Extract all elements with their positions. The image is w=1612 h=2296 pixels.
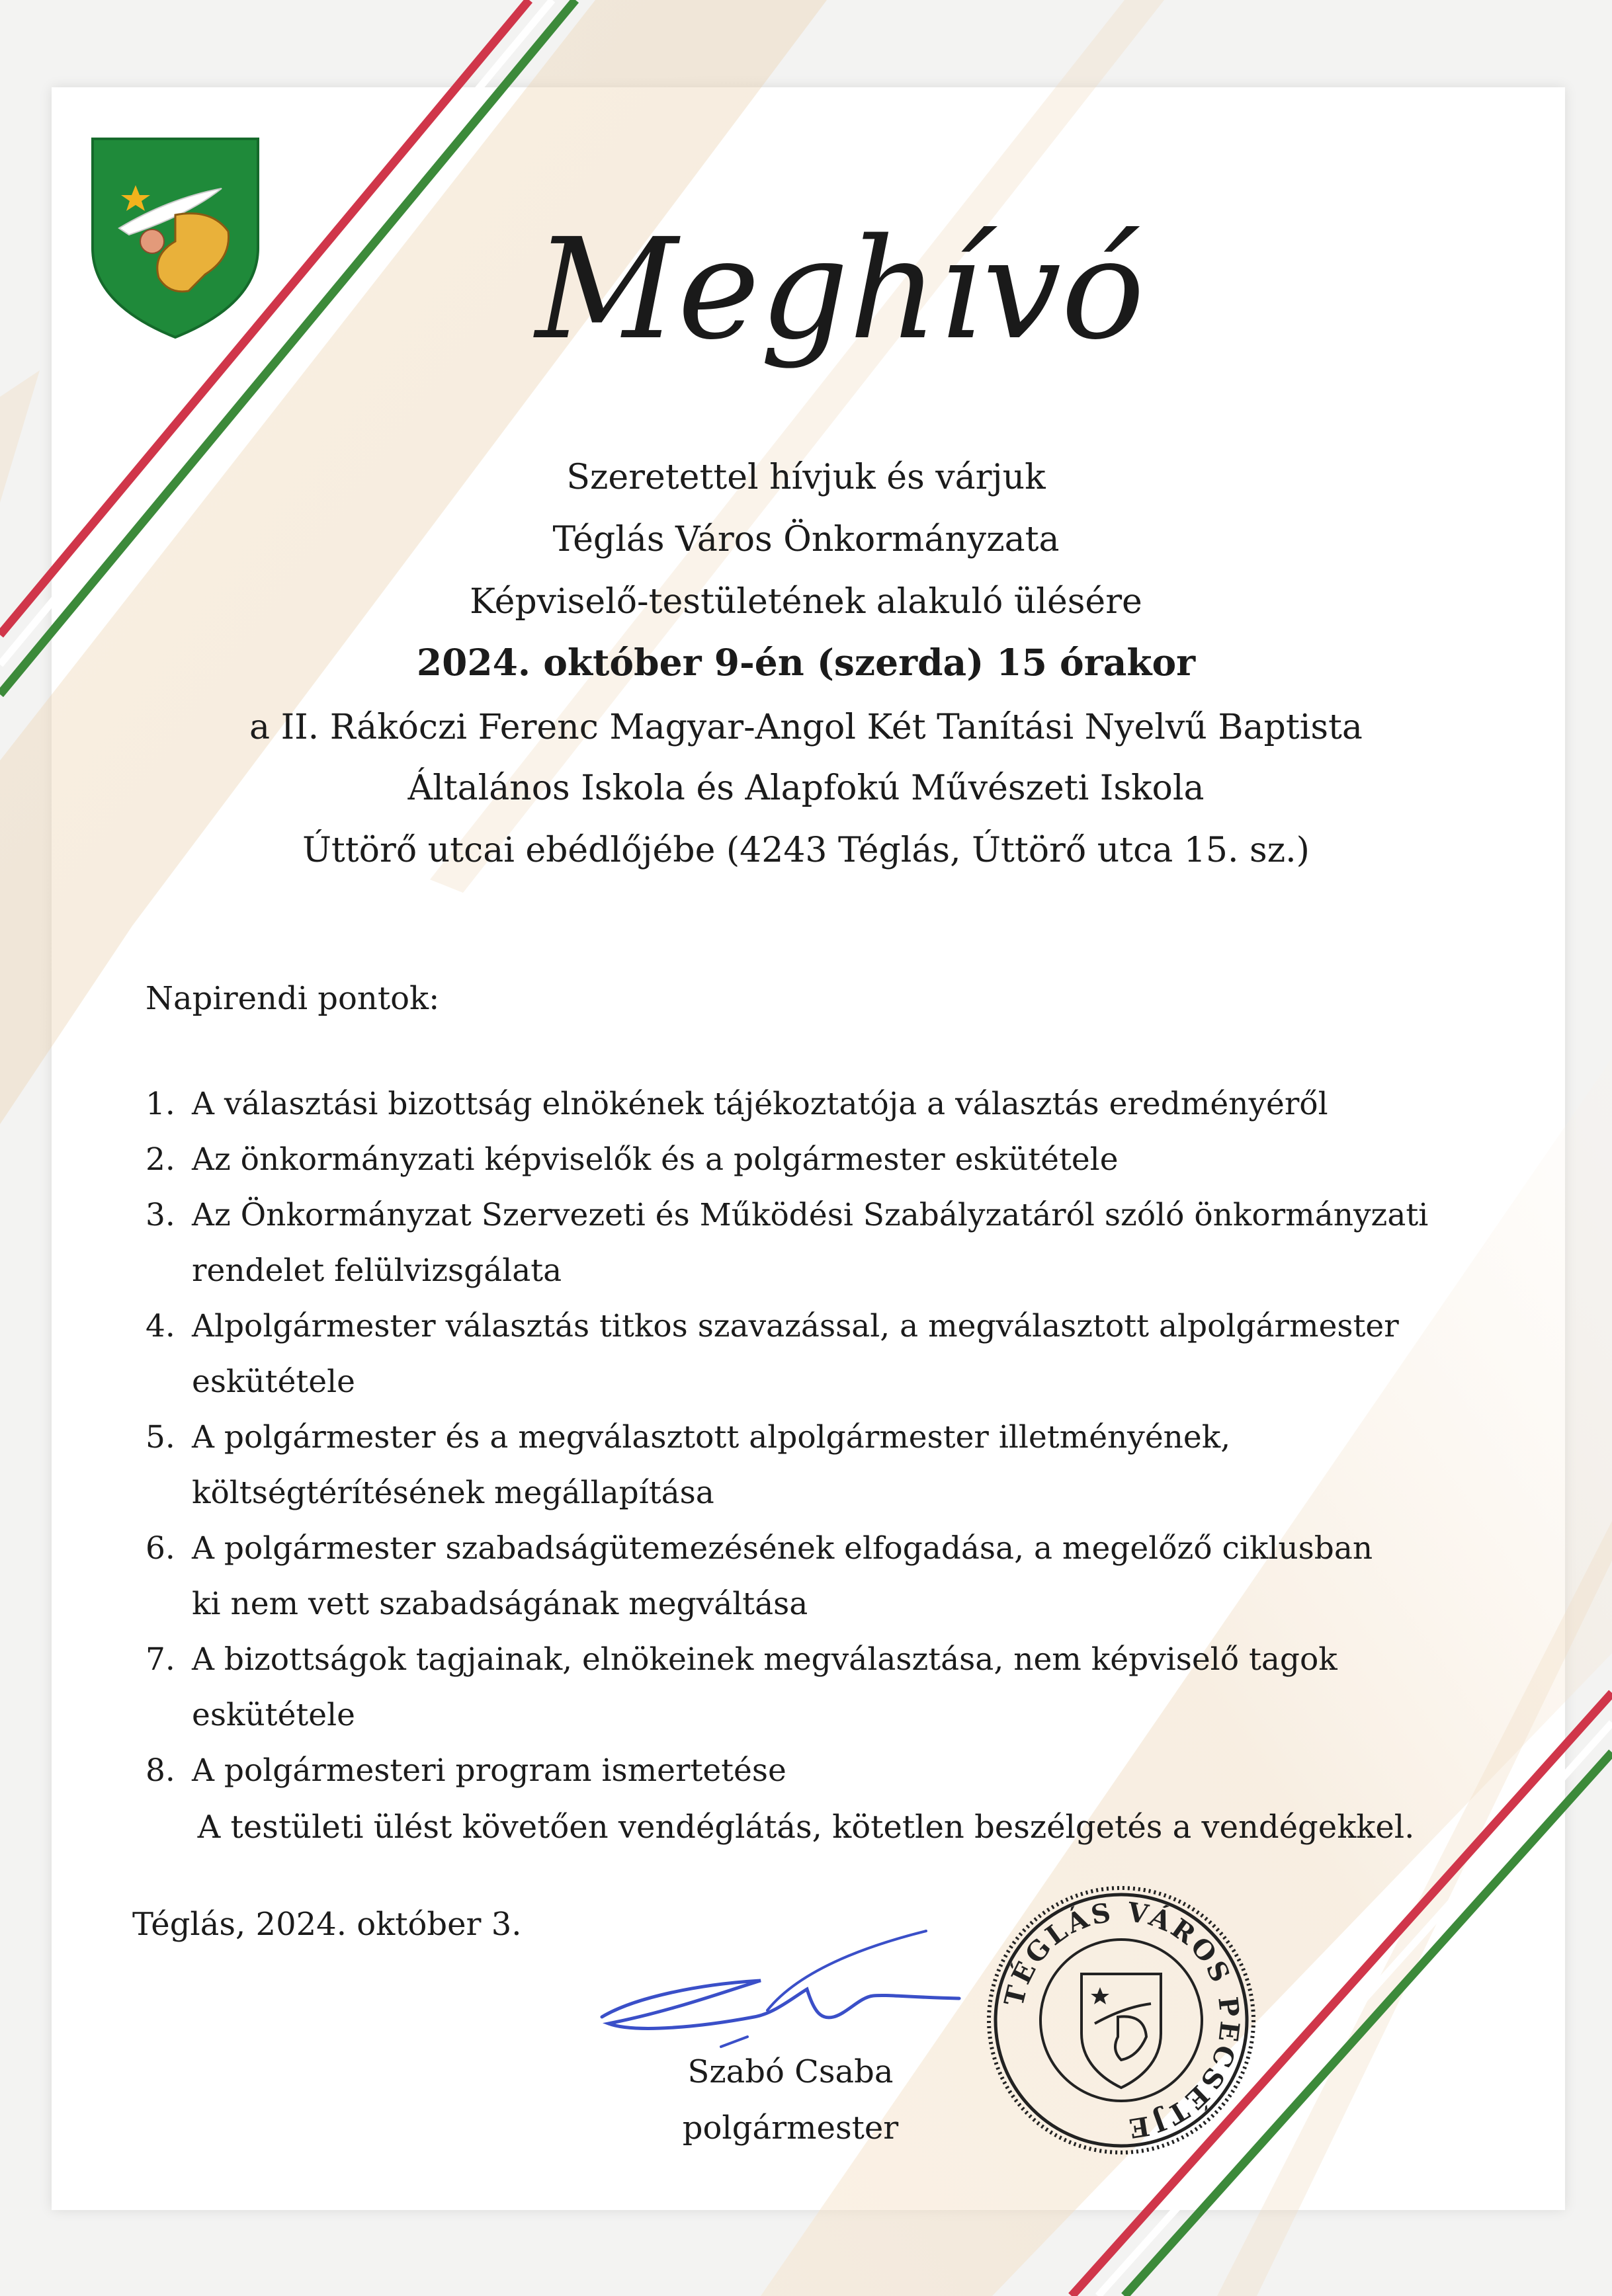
agenda-item <box>146 1410 1468 1521</box>
agenda-item-number: 6. <box>146 1530 175 1567</box>
agenda-item-number: 5. <box>146 1419 175 1456</box>
venue-line-2: Általános Iskola és Alapfokú Művészeti Iskola <box>407 768 1205 808</box>
agenda-item-text-cont: eskütétele <box>192 1364 355 1400</box>
signer-name: Szabó Csaba <box>687 2053 894 2090</box>
agenda-item-text: A polgármesteri program ismertetése <box>192 1752 786 1789</box>
place-and-date: Téglás, 2024. október 3. <box>132 1906 522 1943</box>
closing-note: A testületi ülést követően vendéglátás, kötetlen beszélgetés a vendégekkel. <box>197 1809 1415 1846</box>
meeting-datetime: 2024. október 9-én (szerda) 15 órakor <box>416 641 1196 684</box>
agenda-item-text: Az önkormányzati képviselők és a polgármester eskütétele <box>192 1141 1119 1178</box>
intro-line-3: Képviselő-testületének alakuló ülésére <box>470 582 1142 622</box>
agenda-item <box>146 1132 1468 1188</box>
agenda-list <box>146 1077 1468 1799</box>
intro-line-1: Szeretettel hívjuk és várjuk <box>566 458 1046 497</box>
agenda-item-text: Alpolgármester választás titkos szavazással, a megválasztott alpolgármester <box>192 1308 1399 1344</box>
agenda-item-text: A polgármester és a megválasztott alpolgármester illetményének, <box>192 1419 1231 1456</box>
venue-line-3: Úttörő utcai ebédlőjébe (4243 Téglás, Úttörő utca 15. sz.) <box>302 831 1310 870</box>
coat-of-arms-icon <box>89 136 261 341</box>
title-text: Meghívó <box>535 208 1145 370</box>
intro-line-2: Téglás Város Önkormányzata <box>552 520 1060 559</box>
agenda-item-text-cont: eskütétele <box>192 1697 355 1733</box>
agenda-item <box>146 1632 1468 1743</box>
handwritten-signature <box>595 1918 966 2063</box>
agenda-item-text-cont: költségtérítésének megállapítása <box>192 1475 714 1511</box>
invitation-title-script <box>476 185 1204 410</box>
agenda-item <box>146 1188 1468 1299</box>
agenda-item <box>146 1299 1468 1410</box>
agenda-item <box>146 1077 1468 1132</box>
agenda-item-number: 1. <box>146 1086 175 1122</box>
venue-line-1: a II. Rákóczi Ferenc Magyar-Angol Két Tanítási Nyelvű Baptista <box>249 708 1363 747</box>
agenda-item-text: Az Önkormányzat Szervezeti és Működési Szabályzatáról szóló önkormányzati <box>192 1197 1429 1233</box>
agenda-item-number: 3. <box>146 1197 175 1233</box>
agenda-item-number: 7. <box>146 1641 175 1678</box>
signer-role: polgármester <box>682 2110 899 2147</box>
agenda-item-number: 2. <box>146 1141 175 1178</box>
agenda-item-text: A polgármester szabadságütemezésének elfogadása, a megelőző ciklusban <box>192 1530 1373 1567</box>
agenda-heading: Napirendi pontok: <box>146 980 440 1017</box>
agenda-item-number: 4. <box>146 1308 175 1344</box>
agenda-item-text-cont: ki nem vett szabadságának megváltása <box>192 1586 808 1622</box>
agenda-item-text: A bizottságok tagjainak, elnökeinek megválasztása, nem képviselő tagok <box>192 1641 1337 1678</box>
svg-text:TÉGLÁS VÁROS PECSÉTJE: TÉGLÁS VÁROS PECSÉTJE <box>998 1896 1246 2145</box>
agenda-item-number: 8. <box>146 1752 175 1789</box>
agenda-item <box>146 1743 1468 1799</box>
agenda-item <box>146 1521 1468 1632</box>
agenda-item-text: A választási bizottság elnökének tájékoztatója a választás eredményéről <box>192 1086 1328 1122</box>
agenda-item-text-cont: rendelet felülvizsgálata <box>192 1252 562 1289</box>
official-seal-stamp <box>982 1881 1260 2159</box>
